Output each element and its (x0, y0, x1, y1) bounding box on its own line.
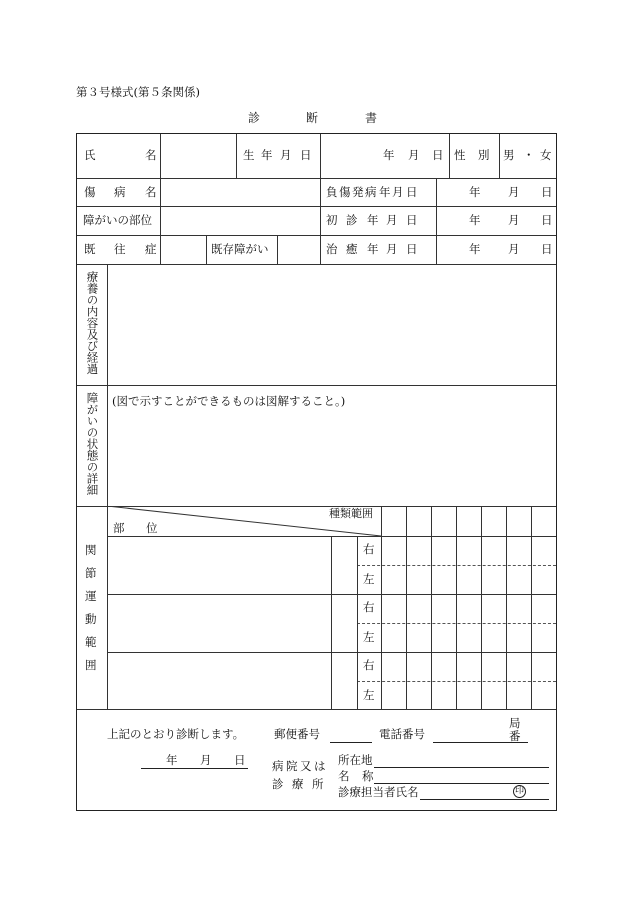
diagnosis-form-table: 氏 名 生 年 月 日 年 月 日 性 別 男 ・ 女 傷 病 名 負 傷 発 病 年 月 日 年 月 日 障がいの部位 初 診 年 月 日 年 月 日 既 往 症 既存障がい 治 癒 年 月 日 年 月 日 療養の内容及び経過 障がいの状態の詳細 (図で示すことができるものは図解すること。) 関 節 運 動 範 囲 種類範囲 部 位 右 左 右 左 右 左 上記のとおり診断します。 郵便番号 電話番号 局 番 年 月 日 病 院 又 は 診 療 所 所在地 名 称 診療担当者氏名 印 (76, 133, 557, 811)
row-divider (77, 385, 556, 386)
row-divider (77, 709, 556, 710)
title-char: 断 (306, 111, 319, 125)
col-divider (436, 178, 437, 264)
diagnosis-statement: 上記のとおり診断します。 (107, 727, 245, 741)
clinic-label-line2: 診 療 所 (272, 777, 324, 791)
cure-date-value: 年 月 日 (469, 242, 553, 256)
clinic-label-line1: 病 院 又 は (272, 759, 326, 773)
disability-site-label: 障がいの部位 (83, 213, 152, 227)
rom-col-divider (531, 506, 532, 709)
col-divider (206, 235, 207, 264)
col-divider (160, 134, 161, 264)
dob-value: 年 月 日 (383, 148, 444, 162)
condition-note: (図で示すことができるものは図解すること。) (112, 394, 346, 408)
onset-date-value: 年 月 日 (469, 185, 553, 199)
rom-col-divider (331, 536, 332, 709)
side-left: 左 (363, 688, 375, 702)
name-label: 氏 名 (84, 148, 157, 162)
rom-col-divider (456, 506, 457, 709)
onset-date-label: 負 傷 発 病 年 月 日 (326, 185, 418, 199)
side-right: 右 (363, 600, 375, 614)
rom-col-divider (406, 506, 407, 709)
cure-date-label: 治 癒 年 月 日 (326, 242, 418, 256)
title-char: 診 (248, 111, 261, 125)
treatment-label: 療養の内容及び経過 (85, 271, 100, 375)
rom-col-divider (506, 506, 507, 709)
first-visit-label: 初 診 年 月 日 (326, 213, 418, 227)
row-divider (77, 264, 556, 265)
row-divider (77, 235, 556, 236)
address-line (374, 767, 549, 768)
address-label: 所在地 (338, 753, 373, 767)
phone-number-suffix: 番 (509, 729, 521, 743)
title-char: 書 (365, 111, 378, 125)
side-left: 左 (363, 572, 375, 586)
facility-name-line (374, 783, 549, 784)
side-left: 左 (363, 630, 375, 644)
phone-label: 電話番号 (379, 727, 425, 741)
row-divider (77, 206, 556, 207)
side-right: 右 (363, 542, 375, 556)
row-divider (77, 178, 556, 179)
postal-code-line (330, 742, 372, 743)
first-visit-value: 年 月 日 (469, 213, 553, 227)
rom-col-divider (481, 506, 482, 709)
rom-col-divider (431, 506, 432, 709)
existing-disability-label: 既存障がい (211, 242, 269, 256)
sex-label: 性 別 (454, 148, 490, 162)
condition-detail-label: 障がいの状態の詳細 (85, 392, 100, 496)
seal-mark-icon: 印 (514, 786, 524, 796)
facility-name-label: 名 称 (338, 769, 374, 783)
form-number: 第３号様式(第５条関係) (76, 85, 200, 99)
rom-col-divider (357, 536, 358, 709)
side-right: 右 (363, 658, 375, 672)
doctor-name-label: 診療担当者氏名 (338, 785, 419, 799)
col-divider (277, 235, 278, 264)
col-divider (449, 134, 450, 178)
sex-options: 男 ・ 女 (503, 148, 552, 162)
col-divider (236, 134, 237, 178)
label-col-divider (107, 264, 108, 709)
doctor-name-line (420, 799, 549, 800)
dob-label: 生 年 月 日 (243, 148, 312, 162)
medical-history-label: 既 往 症 (84, 242, 157, 256)
injury-name-label: 傷 病 名 (84, 185, 157, 199)
phone-exchange: 局 (509, 716, 521, 730)
rom-site-header: 部 位 (113, 521, 158, 535)
col-divider (320, 134, 321, 264)
date-line (141, 768, 248, 769)
rom-type-range-header: 種類範囲 (329, 507, 373, 520)
col-divider (499, 134, 500, 178)
postal-code-label: 郵便番号 (274, 727, 320, 741)
signature-date: 年 月 日 (166, 753, 246, 767)
